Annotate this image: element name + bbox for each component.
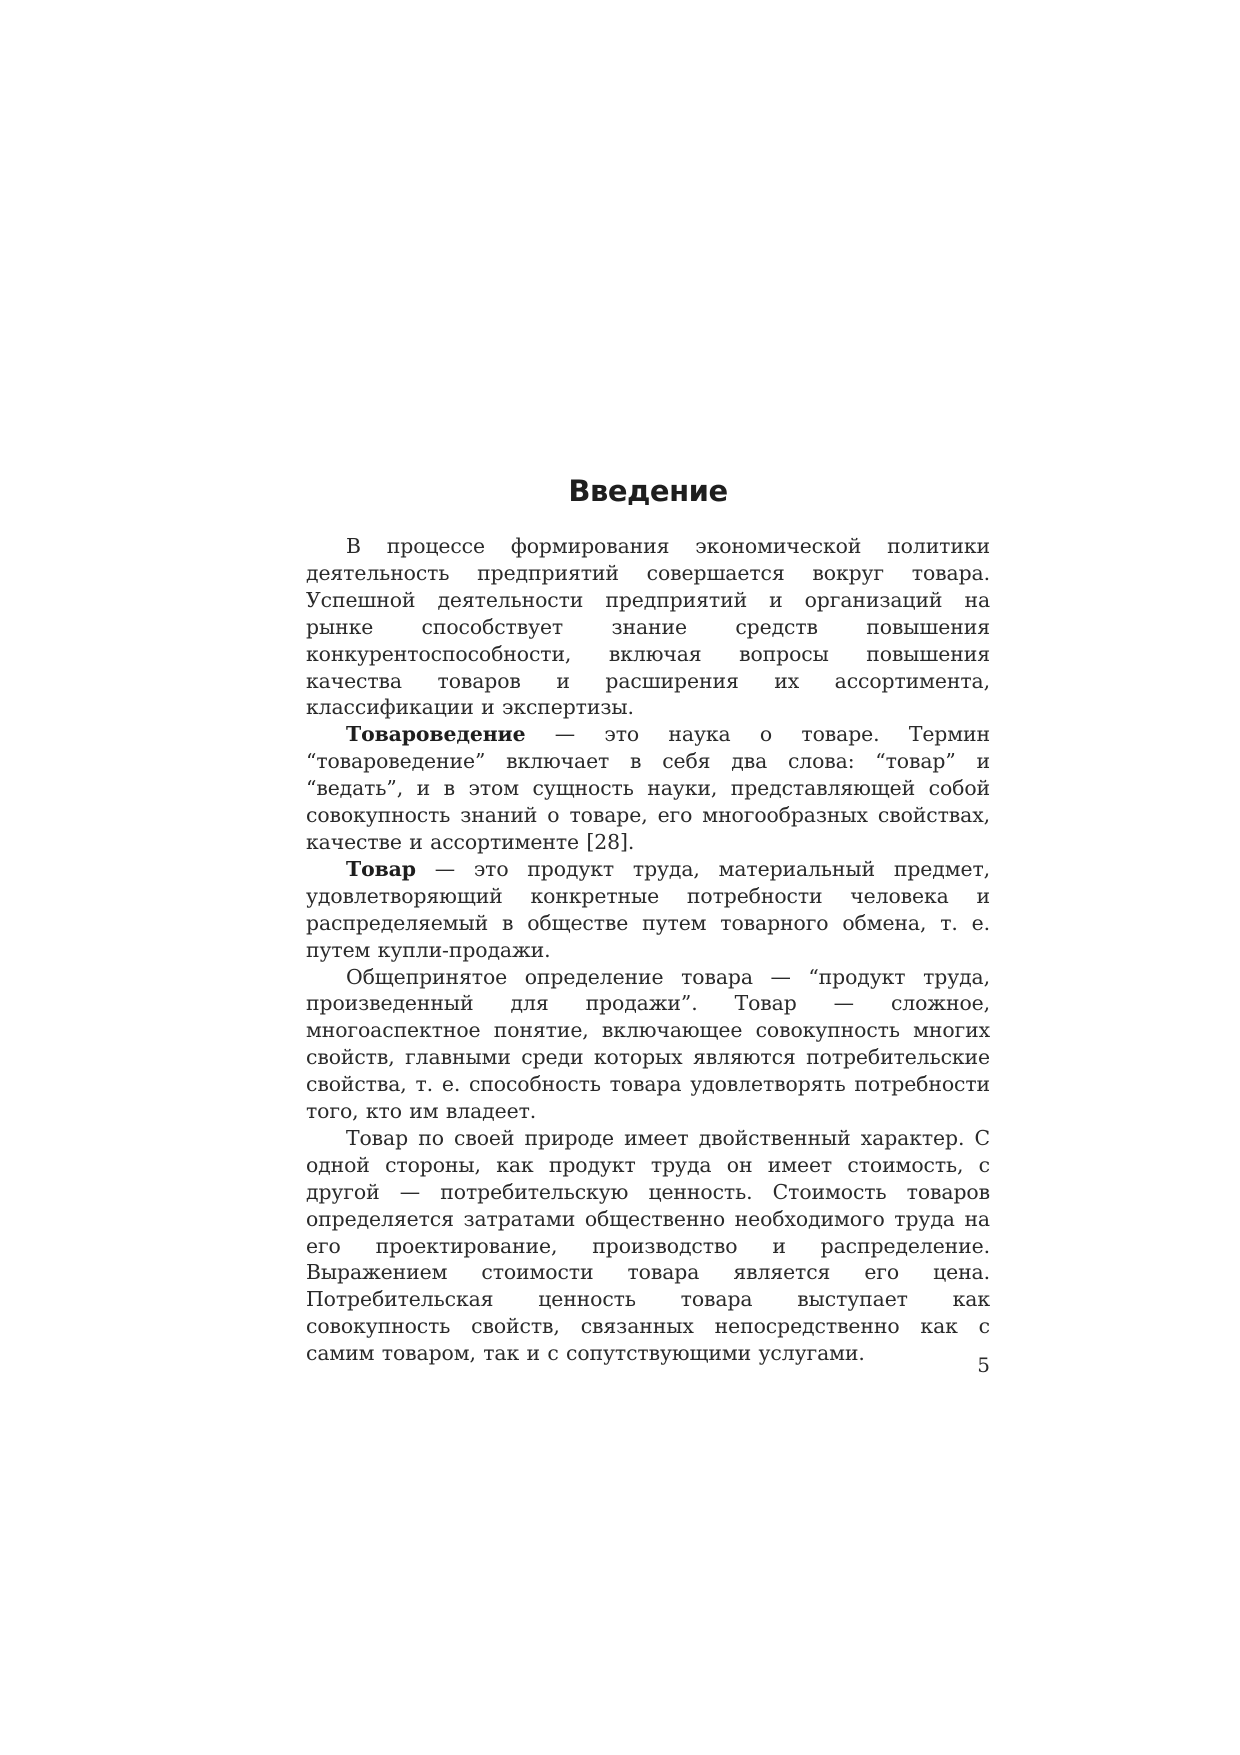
paragraph-3-text: — это продукт труда, материальный предмет, удовлетворяющий конкретные потребности человека и распределяемый в обществе путем товарного обмена, т. е. путем купли-продажи. (306, 856, 990, 962)
paragraph-2-term: Товароведение (346, 722, 526, 747)
paragraph-3-term: Товар (346, 856, 416, 881)
chapter-title: Введение (568, 474, 728, 508)
body-text (306, 533, 990, 1367)
page-number: 5 (977, 1353, 990, 1377)
paragraph-2-text: — это наука о товаре. Термин “товароведение” включает в себя два слова: “товар” и “ведать”, и в этом сущность науки, представляющей собой совокупность знаний о товаре, его многообразных свойствах, качестве и ассортименте [28]. (306, 722, 990, 854)
paragraph-5 (306, 1125, 990, 1367)
paragraph-4-text: Общепринятое определение товара — “продукт труда, произведенный для продажи”. Товар — сложное, многоаспектное понятие, включающее совокупность многих свойств, главными среди которых являются потребительские свойства, т. е. способность товара удовлетворять потребности того, кто им владеет. (306, 964, 990, 1124)
paragraph-4 (306, 964, 990, 1125)
paragraph-1 (306, 533, 990, 721)
paragraph-2 (306, 721, 990, 856)
paragraph-1-text: В процессе формирования экономической политики деятельность предприятий совершается вокруг товара. Успешной деятельности предприятий и организаций на рынке способствует знание средств повышения конкурентоспособности, включая вопросы повышения качества товаров и расширения их ассортимента, классификации и экспертизы. (306, 534, 990, 720)
paragraph-5-text: Товар по своей природе имеет двойственный характер. С одной стороны, как продукт труда он имеет стоимость, с другой — потребительскую ценность. Стоимость товаров определяется затратами общественно необходимого труда на его проектирование, производство и распределение. Выражением стоимости товара является его цена. Потребительская ценность товара выступает как совокупность свойств, связанных непосредственно как с самим товаром, так и с сопутствующими услугами. (306, 1125, 990, 1366)
paragraph-3 (306, 856, 990, 964)
